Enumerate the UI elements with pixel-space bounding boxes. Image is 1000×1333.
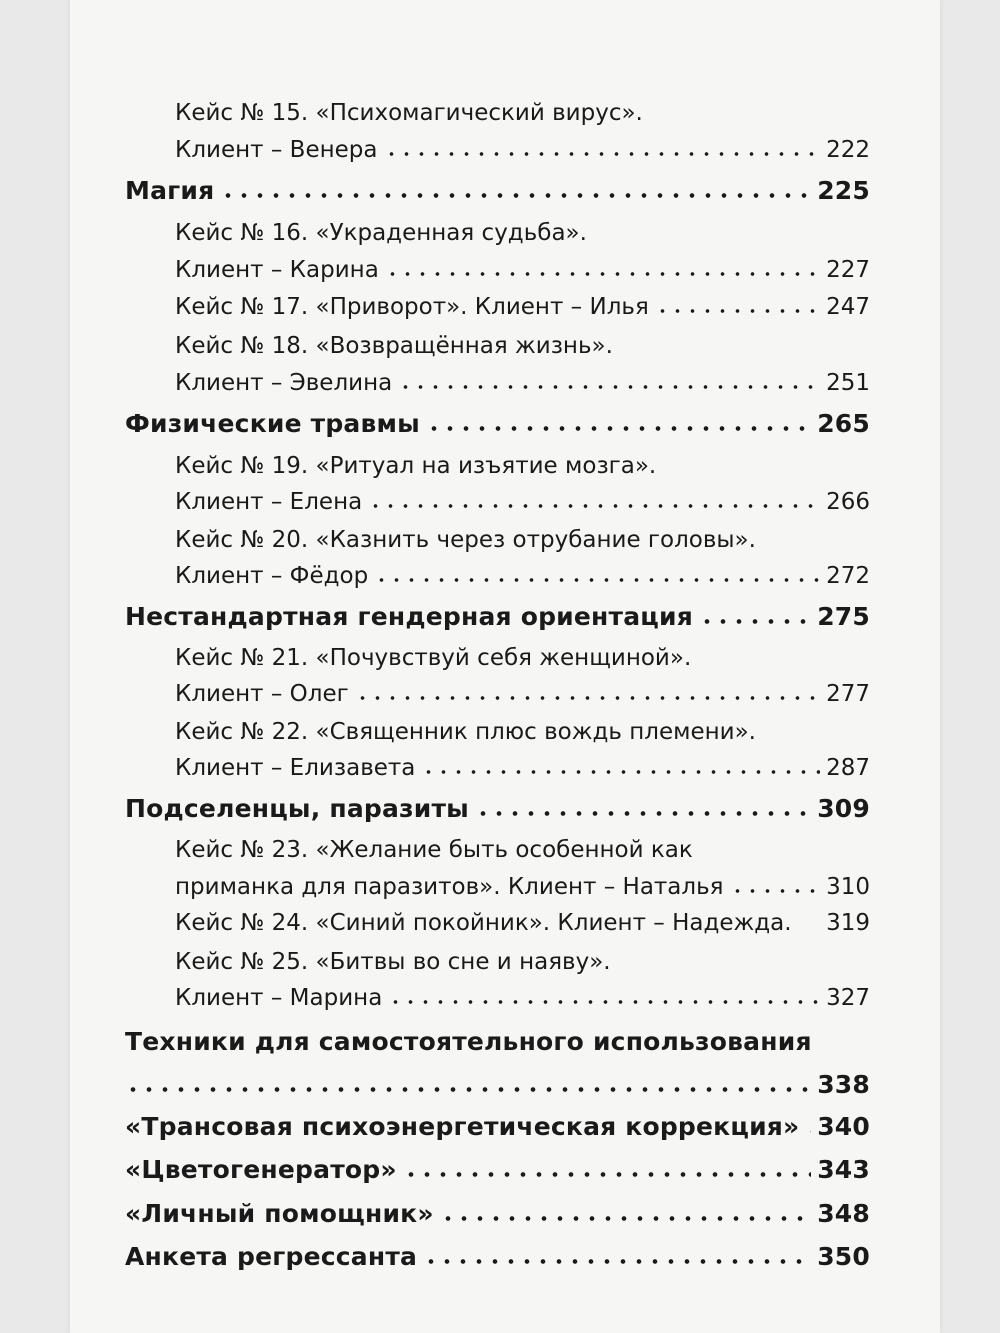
toc-entry-title: Кейс № 21. «Почувствуй себя женщиной». xyxy=(175,645,692,671)
toc-entry xyxy=(175,443,870,479)
toc-entry-title: приманка для паразитов». Клиент – Наталья xyxy=(175,874,724,900)
toc-entry-title: Клиент – Марина xyxy=(175,985,383,1011)
toc-entry-title: Кейс № 19. «Ритуал на изъятие мозга». xyxy=(175,453,657,479)
toc-section-page: 350 xyxy=(817,1242,870,1271)
toc-entry xyxy=(175,864,870,900)
toc-entry xyxy=(175,127,870,163)
dot-leader xyxy=(730,872,821,894)
toc-entry-page: 310 xyxy=(826,874,870,900)
dot-leader xyxy=(374,561,820,583)
toc-entry xyxy=(175,900,870,936)
toc-entry xyxy=(175,709,870,745)
toc-entry-title: Кейс № 20. «Казнить через отрубание головы». xyxy=(175,527,756,553)
toc-entry xyxy=(175,479,870,515)
toc-section xyxy=(125,593,870,631)
toc-entry-page: 287 xyxy=(826,755,870,781)
toc-section-page: 265 xyxy=(817,409,870,438)
dot-leader xyxy=(475,795,811,817)
toc-section xyxy=(125,1233,870,1271)
toc-entry xyxy=(175,745,870,781)
dot-leader xyxy=(421,753,820,775)
toc-entry xyxy=(175,635,870,671)
dot-leader xyxy=(368,487,820,509)
toc-entry-page: 277 xyxy=(826,681,870,707)
dot-leader xyxy=(385,255,820,277)
dot-leader xyxy=(125,1071,811,1093)
dot-leader xyxy=(398,368,820,390)
toc-entry xyxy=(175,671,870,707)
dot-leader xyxy=(384,135,821,157)
toc-entry xyxy=(175,827,870,863)
toc-entry-title: Клиент – Фёдор xyxy=(175,563,369,589)
dot-leader xyxy=(796,914,823,936)
dot-leader xyxy=(440,1200,812,1222)
dot-leader xyxy=(220,177,811,199)
toc-entry-title: Клиент – Карина xyxy=(175,257,379,283)
dot-leader xyxy=(403,1156,811,1178)
toc-entry-page: 327 xyxy=(826,985,870,1011)
toc-entry-title: Клиент – Елизавета xyxy=(175,755,416,781)
toc-section xyxy=(125,1103,870,1141)
toc-section-title: «Трансовая психоэнергетическая коррекция» xyxy=(125,1112,800,1141)
dot-leader xyxy=(655,292,820,314)
toc-section-page: 340 xyxy=(817,1112,870,1141)
toc-section-title: Подселенцы, паразиты xyxy=(125,794,469,823)
toc-entry xyxy=(175,90,870,126)
toc-section-title: Физические травмы xyxy=(125,409,420,438)
toc-entry-title: Кейс № 18. «Возвращённая жизнь». xyxy=(175,333,613,359)
toc-entry xyxy=(175,247,870,283)
toc-entry-page: 227 xyxy=(826,257,870,283)
toc-entry-title: Кейс № 17. «Приворот». Клиент – Илья xyxy=(175,294,649,320)
toc-section-title: Анкета регрессанта xyxy=(125,1242,418,1271)
toc-entry-title: Кейс № 24. «Синий покойник». Клиент – Надежда. xyxy=(175,910,792,936)
toc-section-title: Магия xyxy=(125,176,215,205)
toc-entry-page: 247 xyxy=(826,294,870,320)
toc-section-page: 348 xyxy=(817,1199,870,1228)
toc-entry-page: 222 xyxy=(826,137,870,163)
toc-section xyxy=(125,1190,870,1228)
toc-entry-page: 266 xyxy=(826,489,870,515)
dot-leader xyxy=(699,603,811,625)
toc-entry xyxy=(175,210,870,246)
toc-entry xyxy=(175,553,870,589)
toc-entry xyxy=(175,939,870,975)
dot-leader xyxy=(426,410,811,432)
toc-entry-page: 251 xyxy=(826,370,870,396)
toc-entry-title: Клиент – Венера xyxy=(175,137,378,163)
toc-section-title: Техники для самостоятельного использования xyxy=(125,1027,812,1056)
toc-section-title: «Личный помощник» xyxy=(125,1199,434,1228)
toc-entry-title: Кейс № 16. «Украденная судьба». xyxy=(175,220,587,246)
toc-section-page: 343 xyxy=(817,1155,870,1184)
toc-section xyxy=(125,167,870,205)
toc-entry xyxy=(175,517,870,553)
toc-section xyxy=(125,1061,870,1099)
toc-section-title: Нестандартная гендерная ориентация xyxy=(125,602,693,631)
toc-entry-title: Кейс № 15. «Психомагический вирус». xyxy=(175,100,643,126)
toc-section xyxy=(125,785,870,823)
toc-section-page: 275 xyxy=(817,602,870,631)
toc-entry-page: 272 xyxy=(826,563,870,589)
toc-section xyxy=(125,1018,870,1056)
toc-section xyxy=(125,1146,870,1184)
dot-leader xyxy=(355,679,820,701)
toc-entry-title: Клиент – Эвелина xyxy=(175,370,393,396)
toc-entry xyxy=(175,975,870,1011)
toc-entry xyxy=(175,284,870,320)
toc-entry xyxy=(175,360,870,396)
toc-entry-title: Клиент – Олег xyxy=(175,681,349,707)
toc-section-page: 309 xyxy=(817,794,870,823)
toc-section-title: «Цветогенератор» xyxy=(125,1155,397,1184)
toc-entry xyxy=(175,323,870,359)
toc-entry-title: Кейс № 25. «Битвы во сне и наяву». xyxy=(175,949,611,975)
toc-section-page: 225 xyxy=(817,176,870,205)
toc-entry-title: Клиент – Елена xyxy=(175,489,363,515)
dot-leader xyxy=(388,983,820,1005)
dot-leader xyxy=(805,1113,811,1135)
toc-entry-page: 319 xyxy=(826,910,870,936)
toc-entry-title: Кейс № 22. «Священник плюс вождь племени». xyxy=(175,719,756,745)
toc-section xyxy=(125,400,870,438)
toc-entry-title: Кейс № 23. «Желание быть особенной как xyxy=(175,837,693,863)
dot-leader xyxy=(423,1243,811,1265)
toc-section-page: 338 xyxy=(817,1070,870,1099)
